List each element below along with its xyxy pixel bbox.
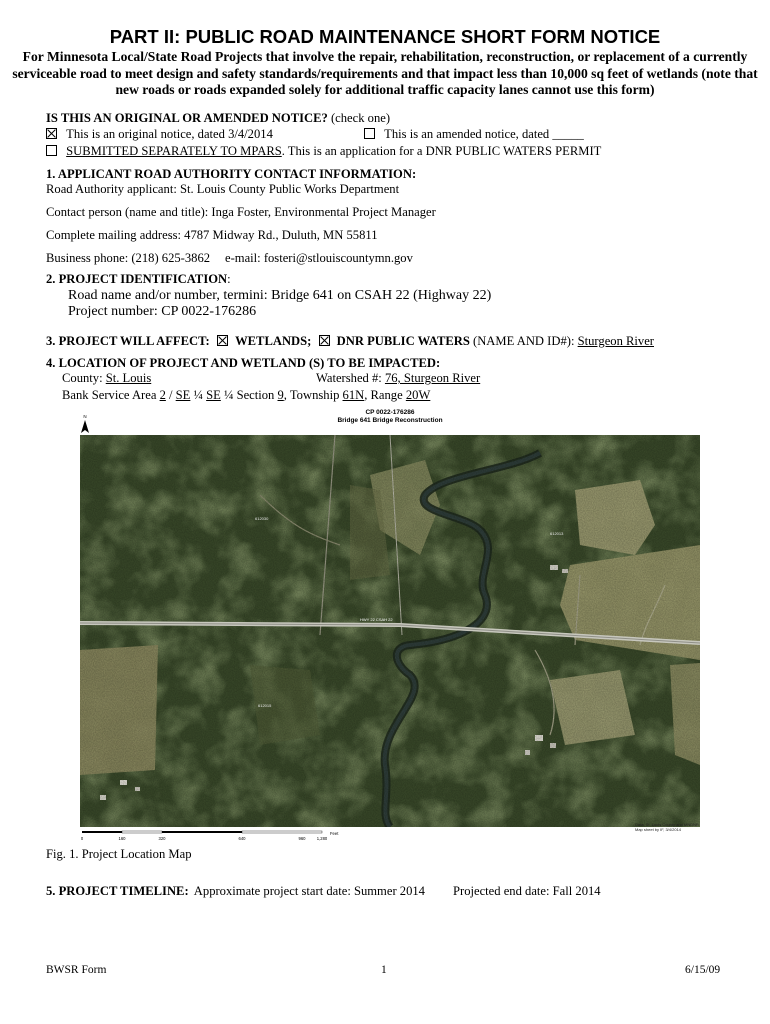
notice-question xyxy=(46,111,390,126)
scale-unit: Feet xyxy=(330,831,339,836)
north-label: N xyxy=(83,414,87,419)
form-intro: For Minnesota Local/State Road Projects that involve the repair, rehabilitation, reconstruction, or replacement of a currently serviceable road to meet design and safety standards/requirements and that impact less than 10,000 sq feet of wetlands (note that new roads or roads expanded solely for additional traffic capacity lanes cannot use this form) xyxy=(12,49,758,97)
road-label: HWY 22 CSAH 22 xyxy=(360,617,393,622)
email: e-mail: fosteri@stlouiscountymn.gov xyxy=(225,251,413,265)
north-arrow-icon xyxy=(80,413,90,435)
original-notice-label: This is an original notice, dated 3/4/2014 xyxy=(66,127,273,141)
scale-tick-5: 1,280 xyxy=(316,836,328,841)
section4-heading: 4. LOCATION OF PROJECT AND WETLAND (S) TO BE IMPACTED: xyxy=(46,356,441,370)
business-phone: Business phone: (218) 625-3862 xyxy=(46,251,211,265)
sep-label: / xyxy=(165,388,176,402)
map-credit-line2: Map sheet by IF, 3/4/2014 xyxy=(635,827,682,832)
project-start: Approximate project start date: Summer 2014 xyxy=(193,884,425,898)
project-location-map xyxy=(80,409,700,841)
section3-row xyxy=(46,334,654,349)
submitted-separately-checkbox[interactable] xyxy=(46,145,57,156)
range-value: 20W xyxy=(405,388,431,402)
quarter1-suffix: ¼ xyxy=(190,388,207,402)
map-title-line1: CP 0022-176286 xyxy=(365,409,415,416)
parcel-label-1: 612030 xyxy=(255,516,269,521)
footer-form-name: BWSR Form xyxy=(46,964,107,976)
amended-notice-row xyxy=(364,127,584,142)
contact-person: Contact person (name and title): Inga Foster, Environmental Project Manager xyxy=(46,205,436,219)
county-row xyxy=(62,371,151,386)
watershed-label: Watershed #: xyxy=(316,371,385,385)
parcel-label-2: 612015 xyxy=(258,703,272,708)
quarter2-value: SE xyxy=(206,388,221,402)
map-title-line2: Bridge 641 Bridge Reconstruction xyxy=(337,417,443,424)
scale-tick-2: 320 xyxy=(158,836,166,841)
section5-row xyxy=(46,884,425,899)
range-label: , Range xyxy=(364,388,406,402)
footer-date: 6/15/09 xyxy=(685,964,721,976)
dnr-checkbox[interactable] xyxy=(319,335,330,346)
section2-heading-text: 2. PROJECT IDENTIFICATION xyxy=(46,272,228,286)
original-notice-checkbox[interactable] xyxy=(46,128,57,139)
submitted-separately-note: . This is an application for a DNR PUBLIC WATERS PERMIT xyxy=(281,144,602,158)
watershed-row xyxy=(316,371,480,386)
notice-question-text: IS THIS AN ORIGINAL OR AMENDED NOTICE? xyxy=(46,111,328,125)
road-name: Road name and/or number, termini: Bridge 641 on CSAH 22 (Highway 22) xyxy=(68,288,492,303)
notice-question-hint: (check one) xyxy=(330,111,391,125)
scale-tick-3: 640 xyxy=(238,836,246,841)
footer-page-number: 1 xyxy=(381,964,387,976)
scale-tick-4: 960 xyxy=(298,836,306,841)
map-caption: Fig. 1. Project Location Map xyxy=(46,847,192,861)
form-title: PART II: PUBLIC ROAD MAINTENANCE SHORT FORM NOTICE xyxy=(109,26,661,47)
submitted-separately-label: SUBMITTED SEPARATELY TO MPARS xyxy=(66,144,282,158)
wetlands-label: WETLANDS; xyxy=(235,334,312,348)
township-label: , Township xyxy=(283,388,343,402)
wetlands-checkbox[interactable] xyxy=(217,335,228,346)
map-scale-bar xyxy=(80,829,350,849)
section2-heading xyxy=(46,272,231,287)
amended-notice-checkbox[interactable] xyxy=(364,128,375,139)
name-id-label: (NAME AND ID#): xyxy=(473,334,575,348)
road-authority: Road Authority applicant: St. Louis County Public Works Department xyxy=(46,182,400,196)
aerial-photo-svg xyxy=(80,435,700,827)
mailing-address: Complete mailing address: 4787 Midway Rd., Duluth, MN 55811 xyxy=(46,228,378,242)
section3-heading: 3. PROJECT WILL AFFECT: xyxy=(46,334,210,348)
map-credit-line1: Data: St. Louis County and MNDNR xyxy=(635,822,699,827)
map-title xyxy=(80,409,700,425)
original-notice-row xyxy=(46,127,273,142)
section5-heading: 5. PROJECT TIMELINE: xyxy=(46,884,189,898)
submitted-separately-row xyxy=(46,144,601,159)
scale-tick-1: 160 xyxy=(118,836,126,841)
aerial-photo xyxy=(80,435,700,827)
bank-value: 2 xyxy=(159,388,166,402)
project-number: Project number: CP 0022-176286 xyxy=(68,304,257,319)
dnr-label: DNR PUBLIC WATERS xyxy=(336,334,470,348)
section2-heading-colon: : xyxy=(227,272,231,286)
map-credit xyxy=(635,822,705,832)
section-value: 9 xyxy=(277,388,284,402)
quarter2-suffix: ¼ Section xyxy=(220,388,278,402)
county-label: County: xyxy=(62,371,106,385)
township-value: 61N xyxy=(342,388,365,402)
bank-label: Bank Service Area xyxy=(62,388,160,402)
location-row xyxy=(62,388,430,403)
water-name: Sturgeon River xyxy=(577,334,654,348)
section1-heading: 1. APPLICANT ROAD AUTHORITY CONTACT INFORMATION: xyxy=(46,167,417,181)
parcel-label-3: 612013 xyxy=(550,531,564,536)
watershed-value: 76, Sturgeon River xyxy=(384,371,481,385)
project-end: Projected end date: Fall 2014 xyxy=(453,884,601,898)
scale-tick-0: 0 xyxy=(80,836,84,841)
county-value: St. Louis xyxy=(105,371,152,385)
quarter1-value: SE xyxy=(175,388,191,402)
amended-notice-label: This is an amended notice, dated _____ xyxy=(384,127,584,141)
